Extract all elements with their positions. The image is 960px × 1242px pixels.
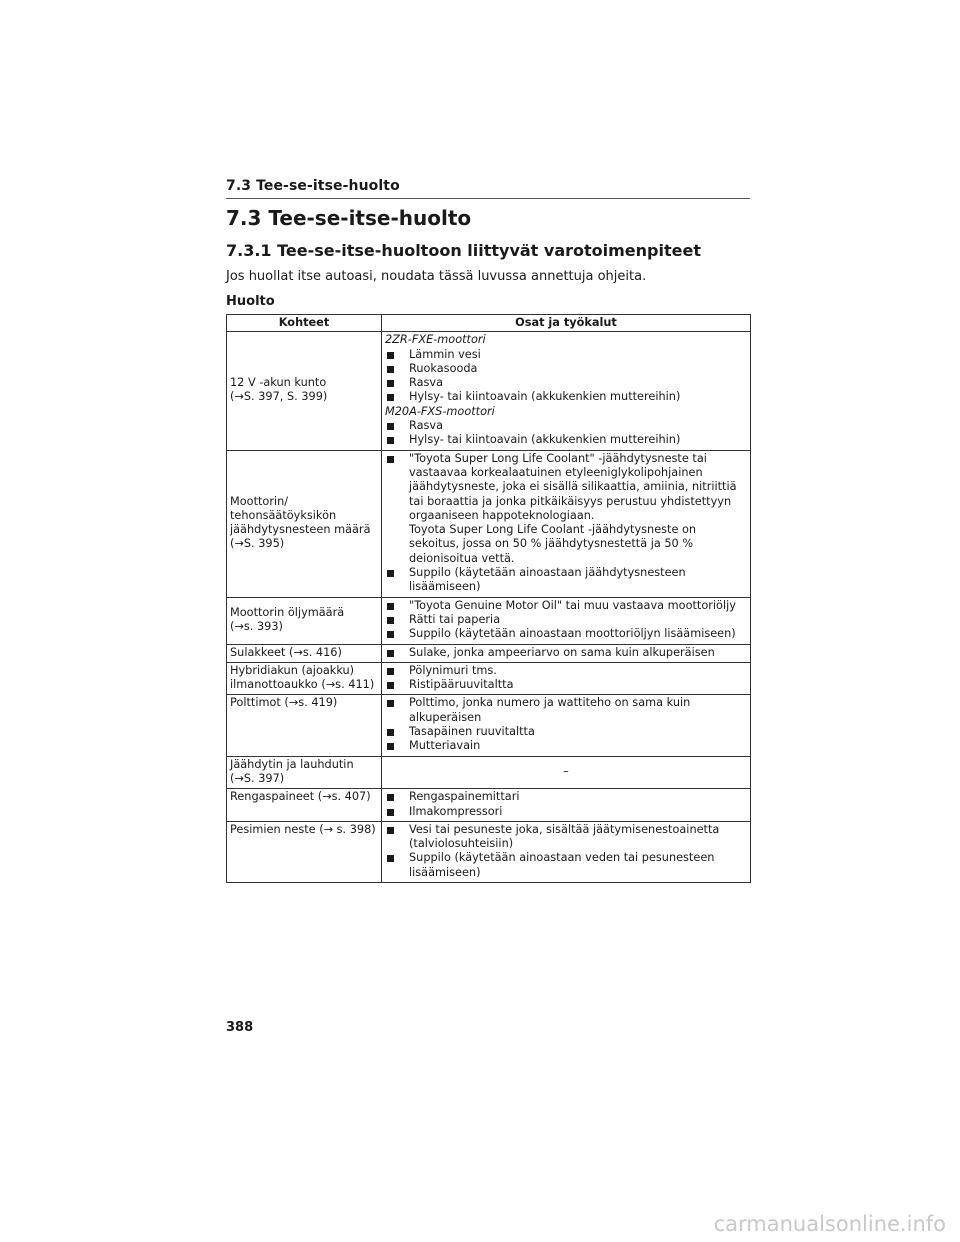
intro-text: Jos huollat itse autoasi, noudata tässä luvussa annettuja ohjeita. [226, 269, 647, 284]
list-item: Lämmin vesi [385, 348, 747, 362]
tools-cell [382, 597, 751, 644]
table-row [227, 821, 751, 882]
table-row [227, 789, 751, 822]
running-header: 7.3 Tee-se-itse-huolto [226, 178, 750, 199]
item-line: Polttimot (→s. 419) [230, 696, 338, 710]
item-line: tehonsäätöyksikön [230, 508, 337, 522]
list-item: Ristipääruuvitaltta [385, 678, 747, 692]
item-line: Moottorin öljymäärä [230, 605, 345, 619]
item-line: (→S. 395) [230, 537, 285, 551]
tools-list [385, 696, 747, 753]
item-line: Jäähdytin ja lauhdutin [230, 757, 354, 771]
item-line: (→S. 397, S. 399) [230, 390, 328, 404]
list-item: Suppilo (käytetään ainoastaan jäähdytysnesteen lisäämiseen) [385, 566, 747, 595]
table-row [227, 597, 751, 644]
item-line: Pesimien neste (→ s. 398) [230, 822, 376, 836]
tools-list [385, 790, 747, 819]
item-line: Moottorin/ [230, 494, 289, 508]
list-item: Mutteriavain [385, 739, 747, 753]
table-row [227, 695, 751, 756]
tools-cell-empty: – [382, 756, 751, 789]
table-row [227, 756, 751, 789]
list-item: Sulake, jonka ampeeriarvo on sama kuin alkuperäisen [385, 646, 747, 660]
list-item: Vesi tai pesuneste joka, sisältää jäätymisenestoainetta (talviolosuhteisiin) [385, 823, 747, 852]
list-item: Suppilo (käytetään ainoastaan veden tai pesunesteen lisäämiseen) [385, 851, 747, 880]
coolant-note: Toyota Super Long Life Coolant -jäähdytysneste on sekoitus, jossa on 50 % jäähdytysnestettä ja 50 % deionisoitua vettä. [409, 523, 697, 565]
item-cell [227, 695, 382, 756]
list-item: Rätti tai paperia [385, 613, 747, 627]
list-item: Tasapäinen ruuvitaltta [385, 725, 747, 739]
item-cell [227, 597, 382, 644]
list-item: Ruokasooda [385, 362, 747, 376]
tools-list [385, 823, 747, 880]
tools-list [385, 452, 747, 595]
tools-cell [382, 644, 751, 662]
subsection-title: 7.3.1 Tee-se-itse-huoltoon liittyvät varotoimenpiteet [226, 241, 701, 260]
tools-list [385, 664, 747, 693]
list-item: Rengaspainemittari [385, 790, 747, 804]
page-number: 388 [226, 1020, 254, 1035]
maintenance-table [226, 314, 751, 883]
section-title: 7.3 Tee-se-itse-huolto [226, 206, 472, 230]
item-cell [227, 821, 382, 882]
header-parts-tools: Osat ja työkalut [382, 315, 751, 332]
tools-cell [382, 450, 751, 597]
table-row [227, 332, 751, 450]
item-cell [227, 662, 382, 695]
table-row [227, 450, 751, 597]
item-line: Sulakkeet (→s. 416) [230, 645, 342, 659]
item-line: 12 V -akun kunto [230, 376, 327, 390]
item-line: Hybridiakun (ajoakku) [230, 663, 355, 677]
item-line: ilmanottoaukko (→s. 411) [230, 678, 375, 692]
item-cell [227, 644, 382, 662]
item-line: (→s. 393) [230, 620, 283, 634]
header-items: Kohteet [227, 315, 382, 332]
table-caption: Huolto [226, 294, 275, 309]
list-item: Hylsy- tai kiintoavain (akkukenkien muttereihin) [385, 390, 747, 404]
item-cell [227, 789, 382, 822]
engine-label: M20A-FXS-moottori [385, 404, 495, 418]
list-item: Hylsy- tai kiintoavain (akkukenkien muttereihin) [385, 433, 747, 447]
tools-list [385, 646, 747, 660]
list-item: Suppilo (käytetään ainoastaan moottoriöljyn lisäämiseen) [385, 627, 747, 641]
watermark: carmanualsonline.info [713, 1212, 946, 1236]
list-item: Ilmakompressori [385, 805, 747, 819]
item-line: jäähdytysnesteen määrä [230, 523, 371, 537]
tools-cell [382, 332, 751, 450]
list-item: "Toyota Genuine Motor Oil" tai muu vastaava moottoriöljy [385, 599, 747, 613]
list-item: Pölynimuri tms. [385, 664, 747, 678]
item-line: Rengaspaineet (→s. 407) [230, 790, 371, 804]
tools-list [385, 419, 747, 448]
item-cell [227, 756, 382, 789]
engine-label: 2ZR-FXE-moottori [385, 333, 486, 347]
tools-cell [382, 695, 751, 756]
table-header-row [227, 315, 751, 332]
tools-cell [382, 789, 751, 822]
list-item-text: "Toyota Super Long Life Coolant" -jäähdytysneste tai vastaavaa korkealaatuinen etyleeniglykolipohjainen jäähdytysneste, joka ei sisällä silikaattia, amiinia, nitriittiä tai boraattia ja jonka pitkäikäisyys perustuu yhdistettyyn orgaaniseen happoteknologiaan. [409, 451, 737, 522]
table-row [227, 662, 751, 695]
list-item: Rasva [385, 376, 747, 390]
list-item: Polttimo, jonka numero ja wattiteho on sama kuin alkuperäisen [385, 696, 747, 725]
tools-cell [382, 821, 751, 882]
table-row [227, 644, 751, 662]
item-cell [227, 332, 382, 450]
list-item [385, 452, 747, 566]
item-line: (→S. 397) [230, 771, 285, 785]
list-item: Rasva [385, 419, 747, 433]
item-cell [227, 450, 382, 597]
tools-list [385, 599, 747, 642]
tools-list [385, 348, 747, 405]
tools-cell [382, 662, 751, 695]
